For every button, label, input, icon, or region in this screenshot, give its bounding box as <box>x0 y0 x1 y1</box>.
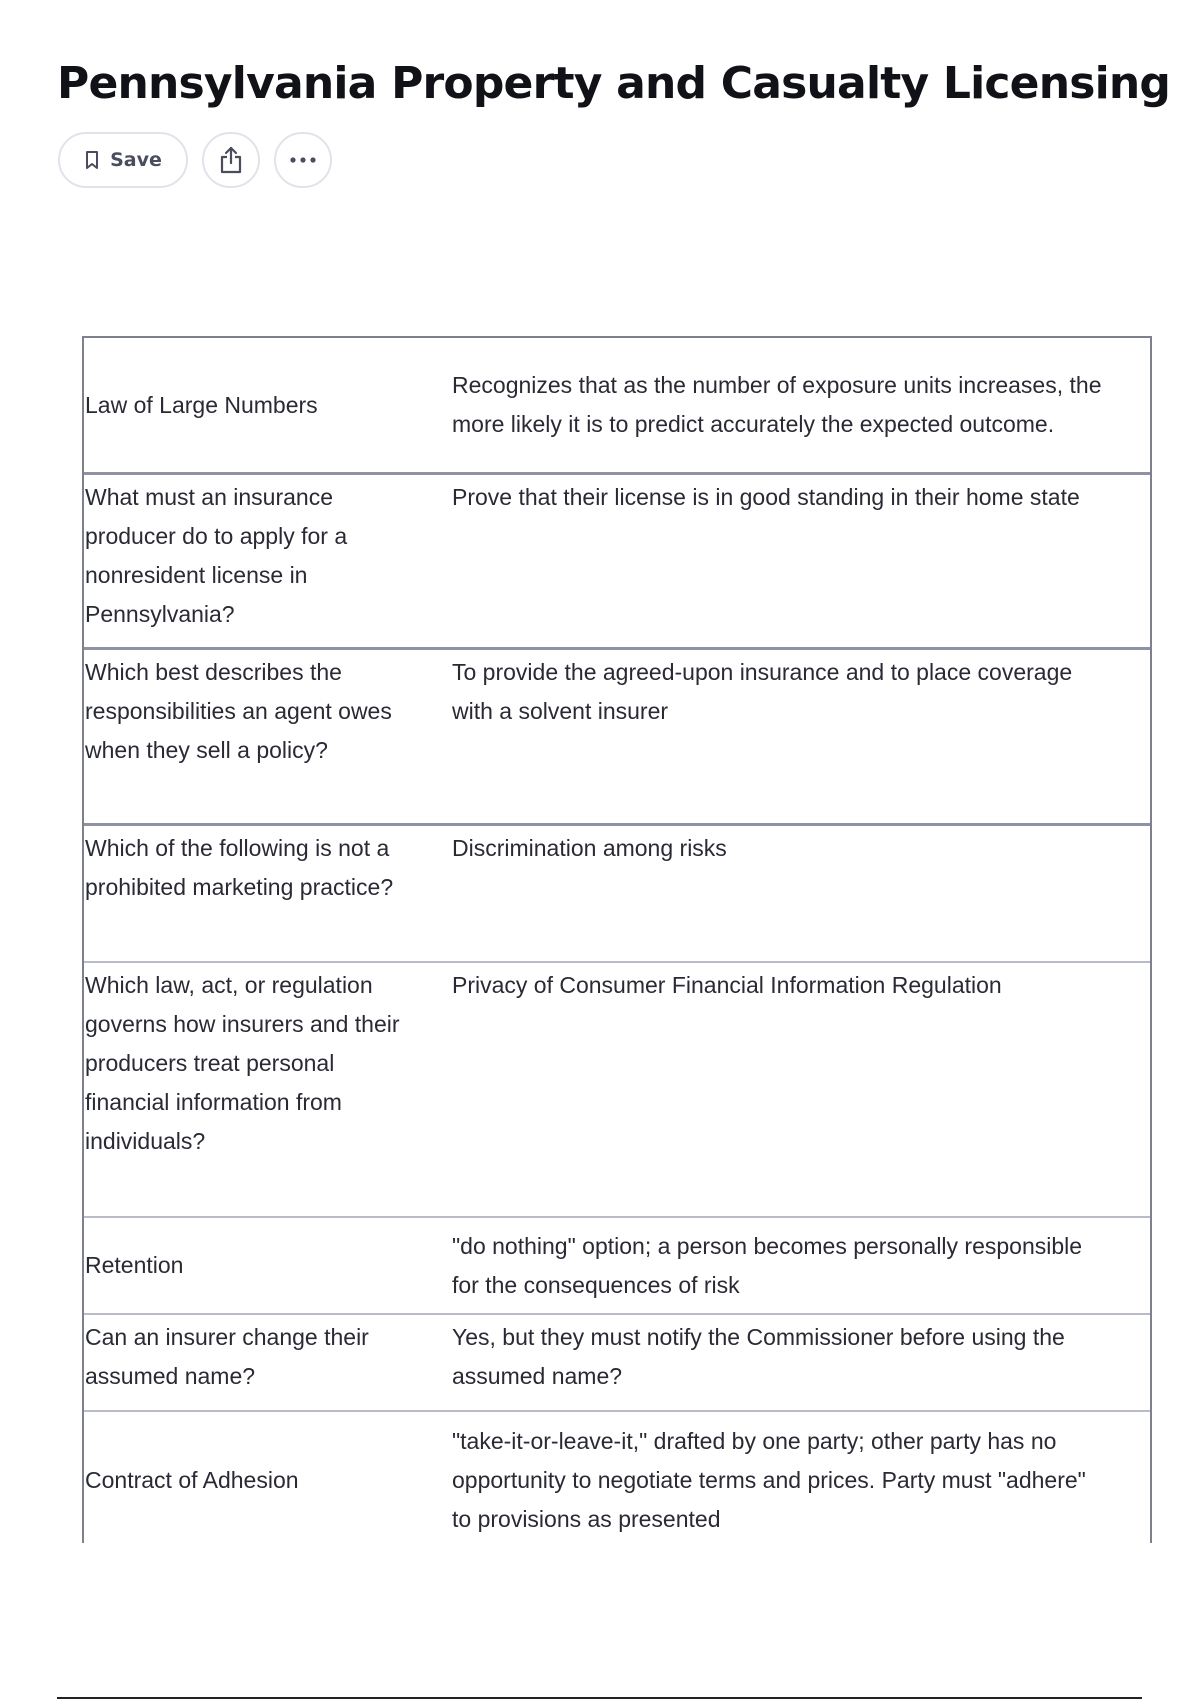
definition-cell: Prove that their license is in good standing in their home state <box>452 484 1080 510</box>
definition-cell: Recognizes that as the number of exposure units increases, the more likely it is to predict accurately the expected outcome. <box>452 372 1102 437</box>
table-row <box>84 1412 1150 1543</box>
bottom-divider <box>57 1697 1142 1699</box>
term-cell: Retention <box>85 1252 184 1278</box>
table-row <box>84 963 1150 1218</box>
table-row <box>84 1218 1150 1315</box>
term-cell: Law of Large Numbers <box>85 391 318 418</box>
term-cell: What must an insurance producer do to apply for a nonresident license in Pennsylvania? <box>85 484 348 627</box>
share-button[interactable] <box>202 132 260 188</box>
flashcard-table <box>82 336 1152 1543</box>
more-options-button[interactable] <box>274 132 332 188</box>
definition-cell: Discrimination among risks <box>452 835 727 861</box>
toolbar <box>58 132 332 188</box>
page-title: Pennsylvania Property and Casualty Licensing <box>57 58 1171 109</box>
definition-cell: "take-it-or-leave-it," drafted by one party; other party has no opportunity to negotiate terms and prices. Party must "adhere" to provisions as presented <box>452 1428 1086 1532</box>
table-row <box>84 1315 1150 1412</box>
table-row <box>84 475 1150 650</box>
term-cell: Which best describes the responsibilities an agent owes when they sell a policy? <box>85 659 392 763</box>
more-icon <box>289 156 317 164</box>
table-row <box>84 826 1150 963</box>
save-label: Save <box>110 149 162 171</box>
table-row <box>84 650 1150 826</box>
term-cell: Which of the following is not a prohibited marketing practice? <box>85 835 394 900</box>
definition-cell: Yes, but they must notify the Commissioner before using the assumed name? <box>452 1324 1065 1389</box>
definition-cell: Privacy of Consumer Financial Information Regulation <box>452 972 1002 998</box>
table-row <box>84 338 1150 475</box>
bookmark-icon <box>84 150 100 170</box>
share-icon <box>218 145 244 175</box>
definition-cell: "do nothing" option; a person becomes personally responsible for the consequences of risk <box>452 1232 1083 1298</box>
definition-cell: To provide the agreed-upon insurance and to place coverage with a solvent insurer <box>452 659 1073 724</box>
term-cell: Can an insurer change their assumed name? <box>85 1324 369 1389</box>
term-cell: Contract of Adhesion <box>85 1467 299 1493</box>
term-cell: Which law, act, or regulation governs how insurers and their producers treat personal financial information from individuals? <box>85 972 400 1154</box>
save-button[interactable] <box>58 132 188 188</box>
